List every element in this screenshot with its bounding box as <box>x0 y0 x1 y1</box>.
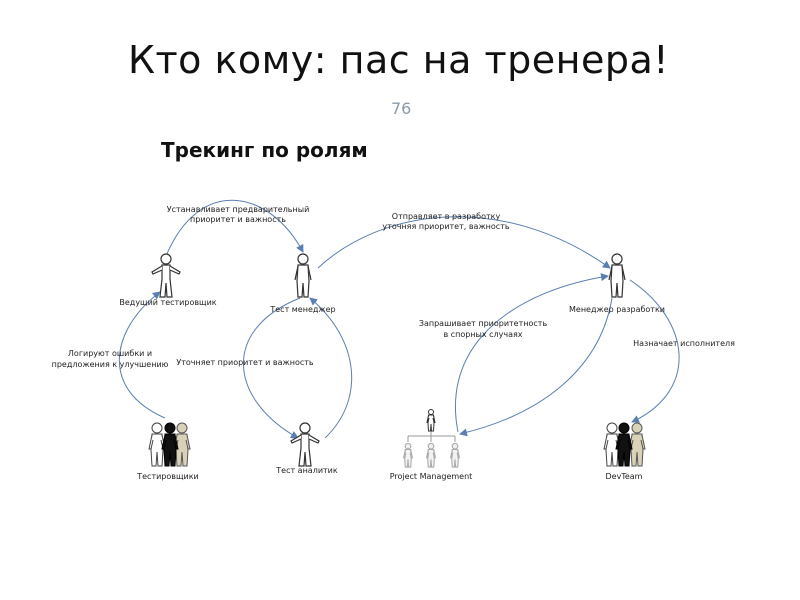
page-number: 76 <box>391 99 412 118</box>
label-testers: Тестировщики <box>137 472 199 481</box>
label-test-manager: Тест менеджер <box>270 305 336 314</box>
edge-label-assign: Назначает исполнителя <box>633 339 735 348</box>
dev-manager-icon <box>609 254 625 297</box>
edge-label-pm-query-2: в спорных случаях <box>443 330 523 339</box>
edge-devmanager-to-devteam <box>630 280 679 422</box>
lead-tester-icon <box>152 254 180 297</box>
edge-manager-to-analyst <box>243 298 300 438</box>
edge-label-testers-lead-1: Логируют ошибки и <box>67 349 153 358</box>
edge-analyst-to-manager <box>310 298 352 438</box>
edge-label-manager-dev-2: уточняя приоритет, важность <box>382 222 510 231</box>
label-test-analyst: Тест аналитик <box>276 466 338 475</box>
diagram-subtitle: Трекинг по ролям <box>161 138 368 162</box>
test-manager-icon <box>295 254 311 297</box>
devteam-group-icon <box>604 423 645 466</box>
edge-label-pm-query-1: Запрашивает приоритетность <box>418 319 548 328</box>
project-management-icon <box>404 410 460 468</box>
edge-label-lead-manager-1: Устанавливает предварительный <box>166 205 310 214</box>
label-project-management: Project Management <box>389 472 473 481</box>
edge-label-testers-lead-2: предложения к улучшению <box>51 360 169 369</box>
label-lead-tester: Ведущий тестировщик <box>119 298 217 307</box>
slide-title: Кто кому: пас на тренера! <box>128 38 669 82</box>
edge-pm-to-devmanager <box>455 276 608 432</box>
label-dev-manager: Менеджер разработки <box>569 305 665 314</box>
testers-group-icon <box>149 423 190 466</box>
edge-label-lead-manager-2: приоритет и важность <box>190 215 286 224</box>
edge-label-analyst-priority: Уточняет приоритет и важность <box>176 358 314 367</box>
test-analyst-icon <box>291 423 319 466</box>
label-devteam: DevTeam <box>605 472 643 481</box>
edge-label-manager-dev-1: Отправляет в разработку <box>391 212 501 221</box>
